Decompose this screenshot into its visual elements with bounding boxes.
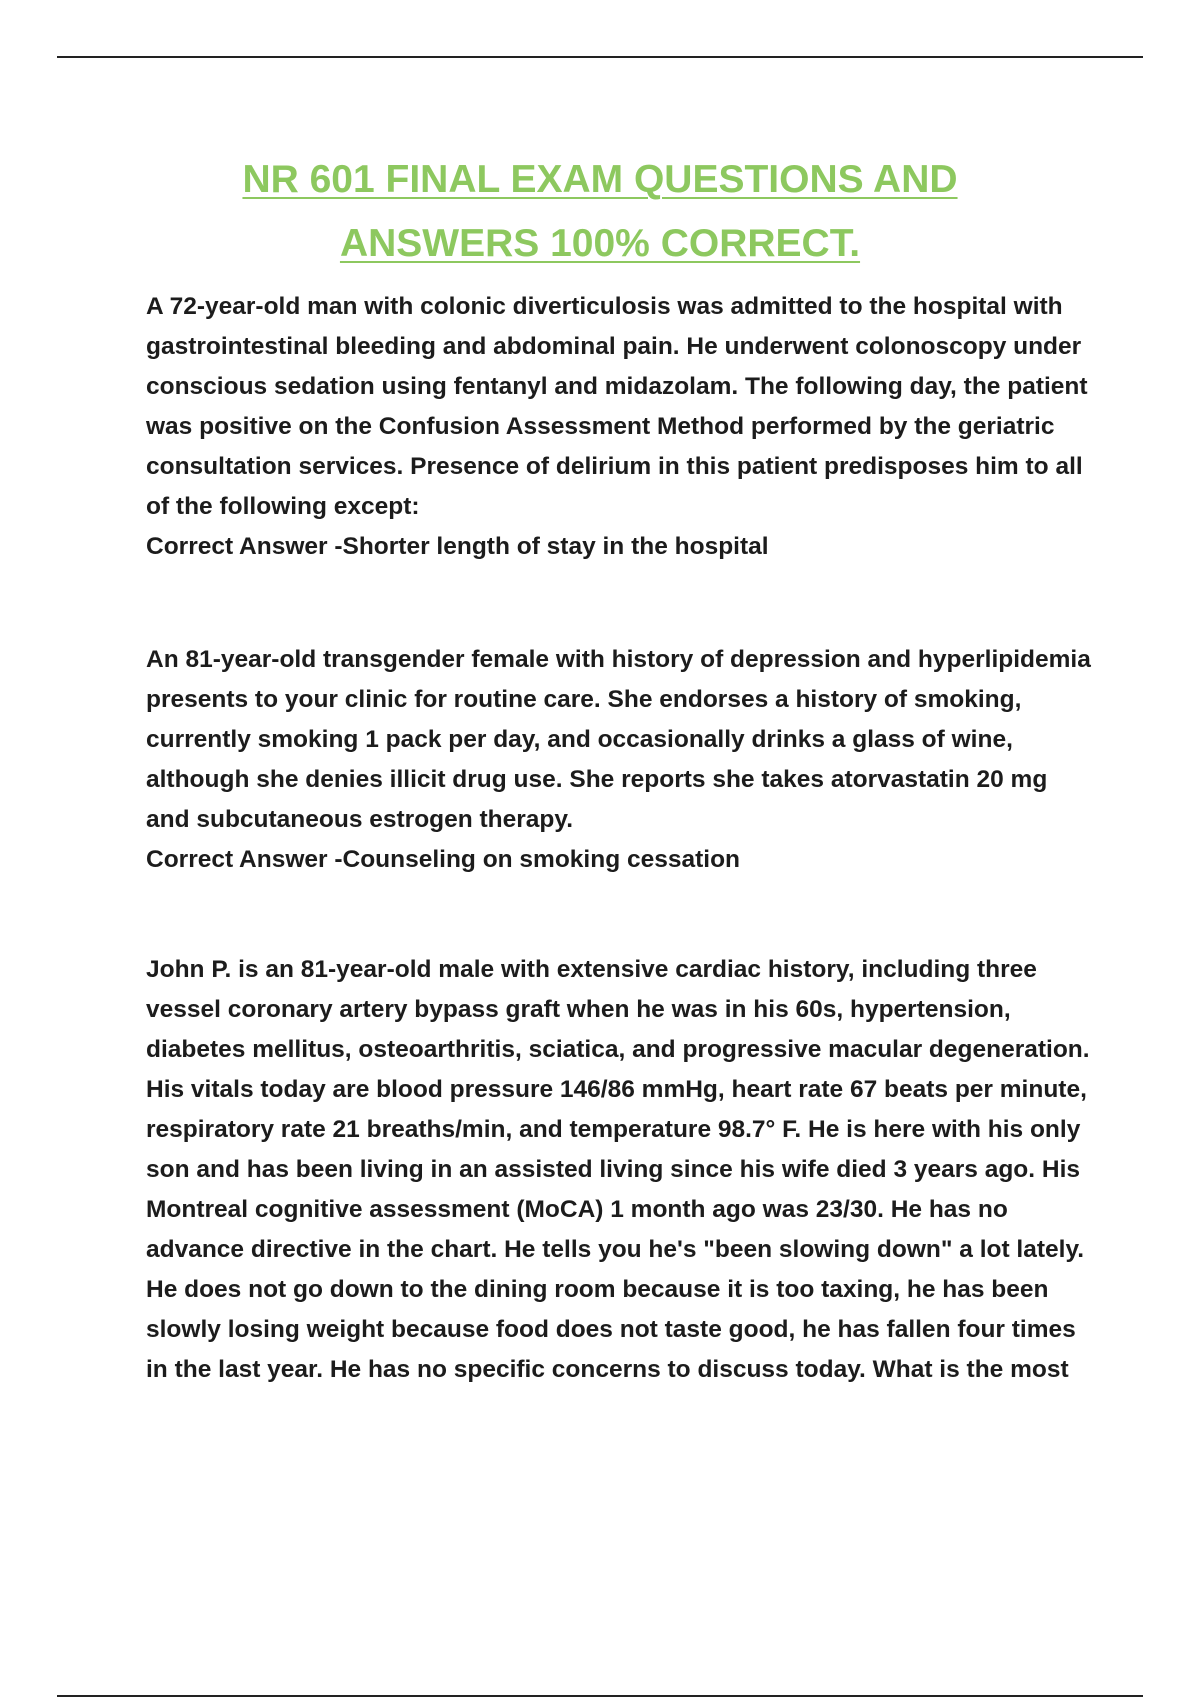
title-line-2: ANSWERS 100% CORRECT. xyxy=(339,222,861,265)
correct-answer: Correct Answer -Counseling on smoking cessation xyxy=(146,846,741,873)
question-text: An 81-year-old transgender female with history of depression and hyperlipidemia presents to your clinic for routine care. She endorses a history of smoking, currently smoking 1 pack per day, and occasionally drinks a glass of wine, although she denies illicit drug use. She reports she takes atorvastatin 20 mg and subcutaneous estrogen therapy. xyxy=(146,646,1091,833)
question-block xyxy=(146,287,1096,567)
title-line-1: NR 601 FINAL EXAM QUESTIONS AND xyxy=(242,158,958,201)
top-rule xyxy=(57,56,1143,58)
bottom-rule xyxy=(57,1695,1143,1697)
question-text: John P. is an 81-year-old male with extensive cardiac history, including three vessel coronary artery bypass graft when he was in his 60s, hypertension, diabetes mellitus, osteoarthritis, sciatica, and progressive macular degeneration. His vitals today are blood pressure 146/86 mmHg, heart rate 67 beats per minute, respiratory rate 21 breaths/min, and temperature 98.7° F. He is here with his only son and has been living in an assisted living since his wife died 3 years ago. His Montreal cognitive assessment (MoCA) 1 month ago was 23/30. He has no advance directive in the chart. He tells you he's "been slowing down" a lot lately. He does not go down to the dining room because it is too taxing, he has been slowly losing weight because food does not taste good, he has fallen four times in the last year. He has no specific concerns to discuss today. What is the most xyxy=(146,956,1090,1383)
question-block xyxy=(146,640,1096,880)
page-title xyxy=(100,148,1100,276)
question-block xyxy=(146,950,1096,1390)
correct-answer: Correct Answer -Shorter length of stay in the hospital xyxy=(146,533,769,560)
question-text: A 72-year-old man with colonic diverticulosis was admitted to the hospital with gastrointestinal bleeding and abdominal pain. He underwent colonoscopy under conscious sedation using fentanyl and midazolam. The following day, the patient was positive on the Confusion Assessment Method performed by the geriatric consultation services. Presence of delirium in this patient predisposes him to all of the following except: xyxy=(146,293,1088,520)
